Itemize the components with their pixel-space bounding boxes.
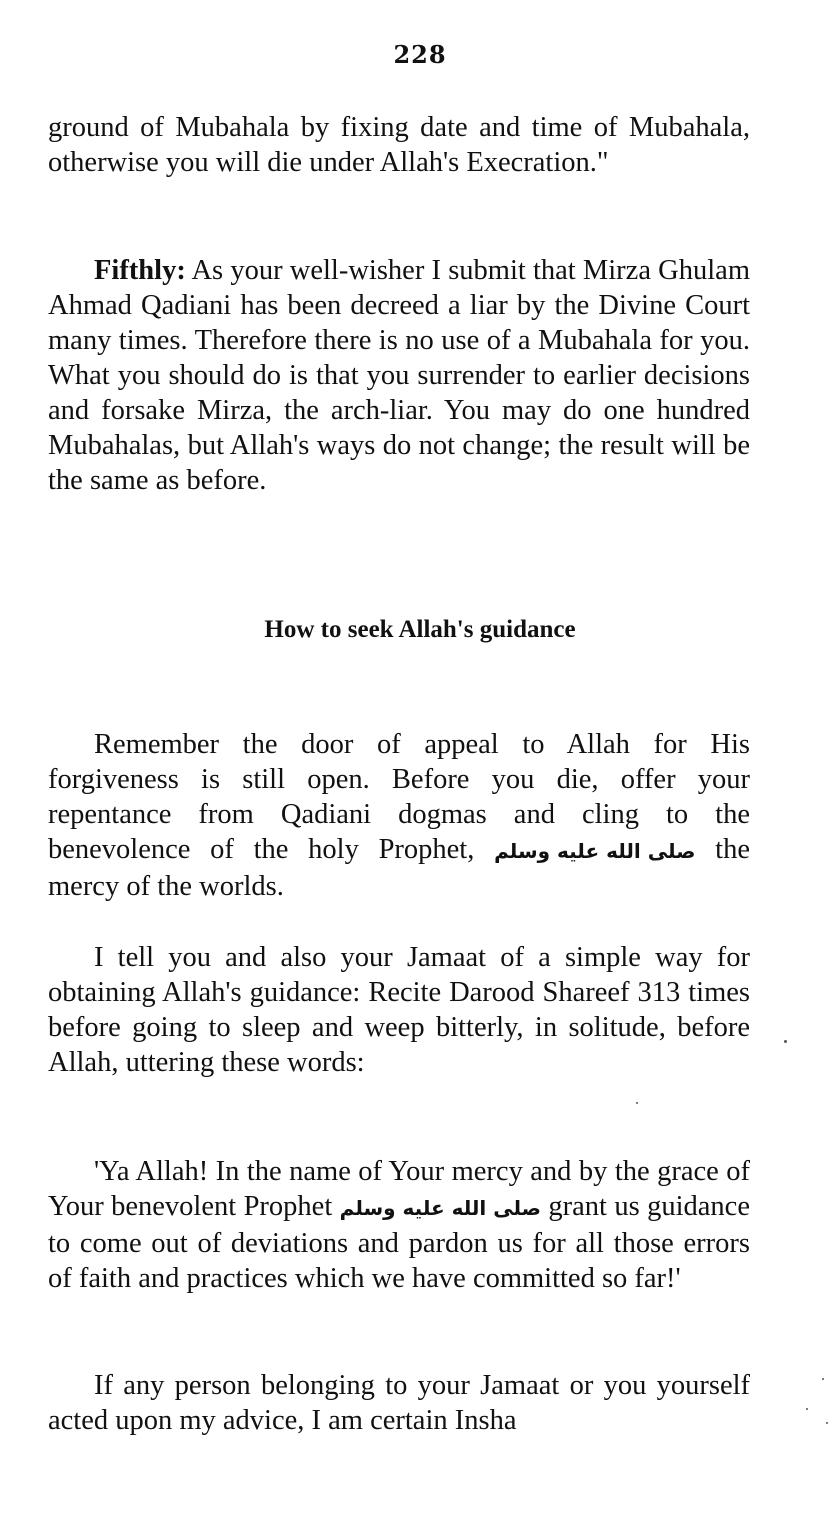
paragraph-mubahala-continuation [48,110,750,180]
honorific-arabic-text: صلى الله عليه وسلم [339,1196,541,1220]
page-number: 228 [393,40,447,69]
paragraph-text: ground of Mubahala by fixing date and time of Mubahala, otherwise you will die under Allah's Execration." [48,112,750,178]
paragraph-text: I tell you and also your Jamaat of a simple way for obtaining Allah's guidance: Recite Darood Shareef 313 times before going to sleep and weep bitterly, in solitude, before Allah, uttering these words: [48,942,750,1078]
paragraph-text: grant us guidance to come out of deviations and pardon us for all those errors of faith and practices which we have committed so far!' [48,1191,750,1294]
paragraph-advice [48,1368,750,1438]
paragraph-text: Remember the door of appeal to Allah for His forgiveness is still open. Before you die, offer your repentance from Qadiani dogmas and cling to the benevolence of the holy Prophet, [48,729,750,865]
paragraph-text: 'Ya Allah! In the name of Your mercy and by the grace of Your benevolent Prophet [48,1156,750,1222]
paragraph-remember [48,727,750,904]
paragraph-fifthly [48,253,750,498]
scan-speck [822,1378,824,1380]
paragraph-text: the mercy of the worlds. [48,834,750,902]
paragraph-prayer [48,1154,750,1296]
section-heading: How to seek Allah's guidance [264,616,576,643]
scan-speck [784,1040,787,1043]
paragraph-simple-way [48,940,750,1080]
scan-speck [806,1408,808,1410]
scan-speck [826,1422,828,1424]
paragraph-text: If any person belonging to your Jamaat or you yourself acted upon my advice, I am certain Insha [48,1370,750,1436]
paragraph-text: As your well-wisher I submit that Mirza Ghulam Ahmad Qadiani has been decreed a liar by the Divine Court many times. Therefore there is no use of a Mubahala for you. What you should do is that you surrender to earlier decisions and forsake Mirza, the arch-liar. You may do one hundred Mubahalas, but Allah's ways do not change; the result will be the same as before. [48,255,750,496]
scan-speck [636,1102,638,1104]
honorific-arabic-text: صلى الله عليه وسلم [494,839,696,863]
fifthly-lead: Fifthly: [94,255,186,286]
